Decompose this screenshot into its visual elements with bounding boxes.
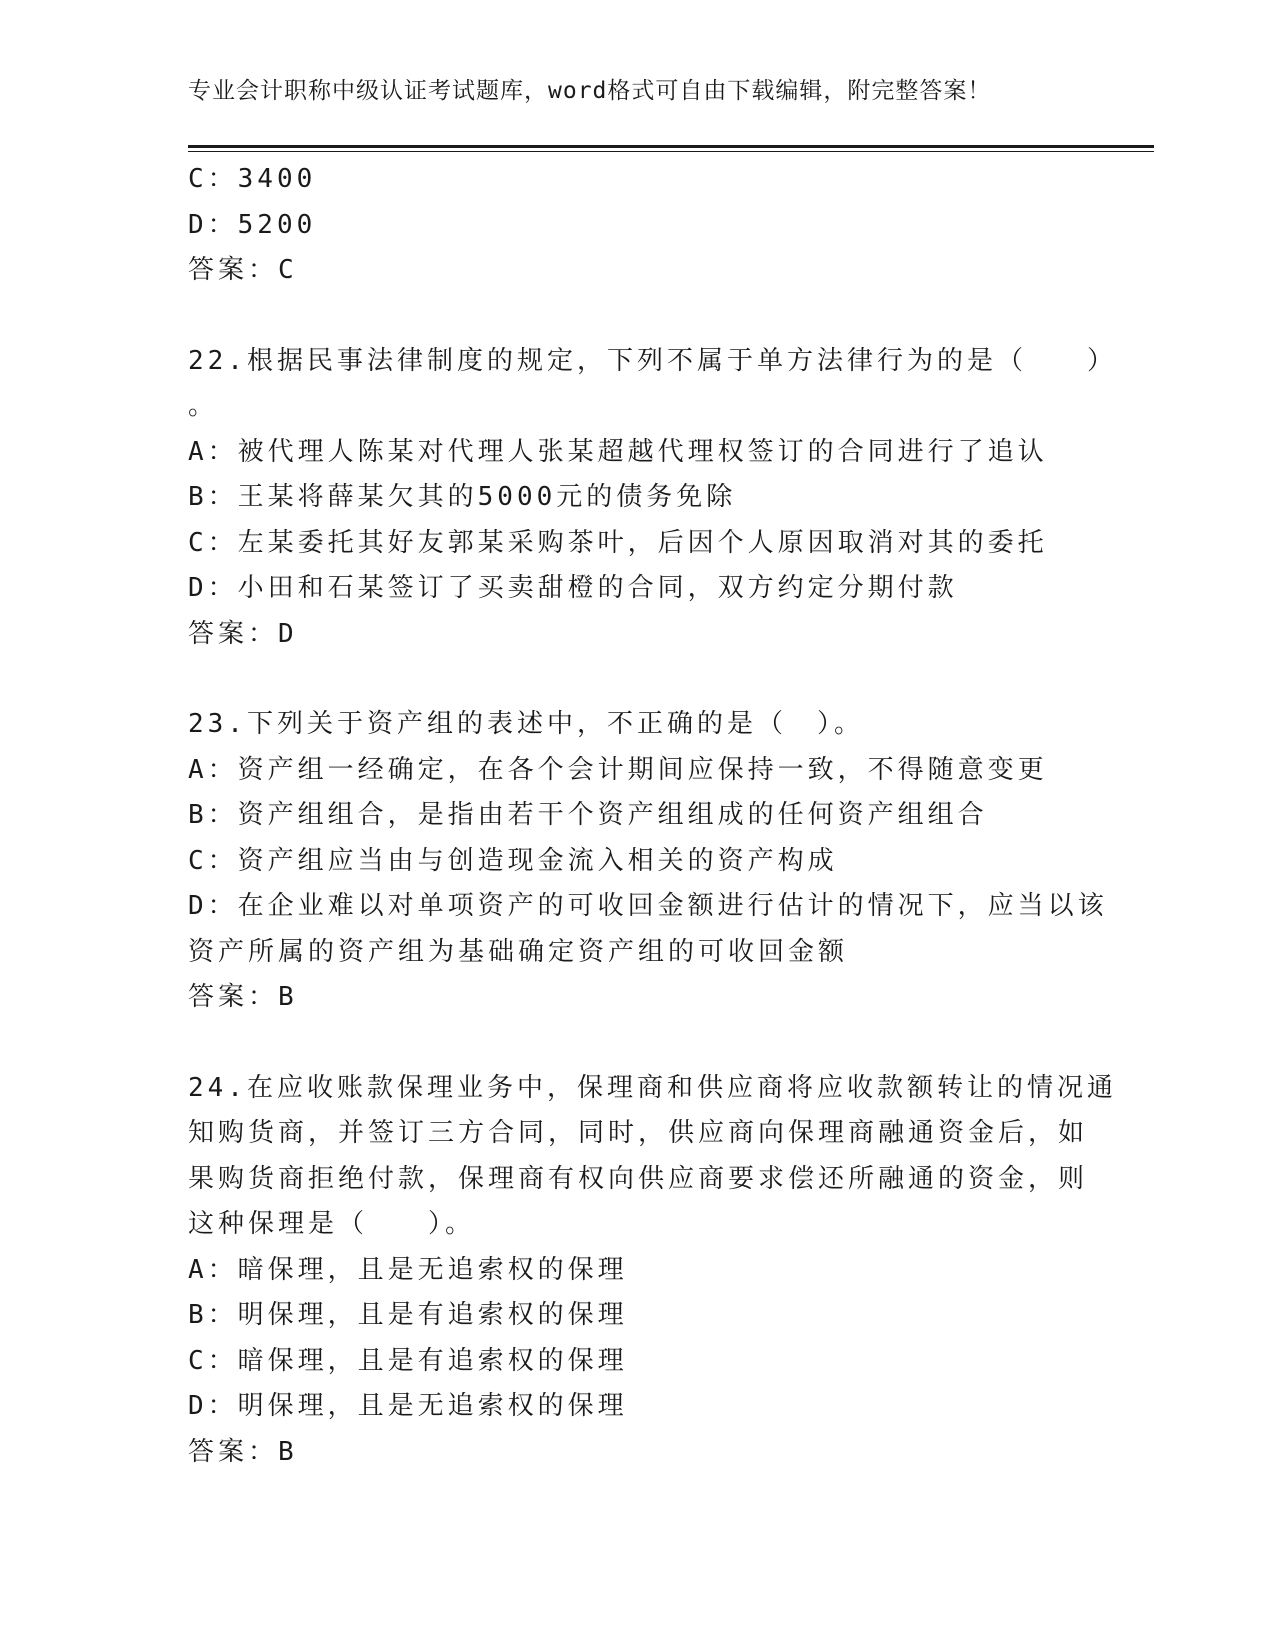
question-text: 22.根据民事法律制度的规定，下列不属于单方法律行为的是（ ） <box>188 345 1117 376</box>
spacer <box>188 1021 1088 1066</box>
option-line: 资产所属的资产组为基础确定资产组的可收回金额 <box>188 936 849 967</box>
question-text: 知购货商，并签订三方合同，同时，供应商向保理商融通资金后，如 <box>188 1118 1089 1148</box>
option-line: C：资产组应当由与创造现金流入相关的资产构成 <box>188 845 838 876</box>
question-22 <box>188 339 1117 658</box>
option-line: A：被代理人陈某对代理人张某超越代理权签订的合同进行了追认 <box>188 436 1048 467</box>
question-text: 23.下列关于资产组的表述中，不正确的是（ ）。 <box>188 709 864 739</box>
answer-line: 答案：D <box>188 618 298 649</box>
question-text: 果购货商拒绝付款，保理商有权向供应商要求偿还所融通的资金，则 <box>188 1163 1089 1194</box>
spacer <box>188 294 1088 339</box>
page-header: 专业会计职称中级认证考试题库，word格式可自由下载编辑，附完整答案！ <box>188 78 992 104</box>
option-line: D：在企业难以对单项资产的可收回金额进行估计的情况下，应当以该 <box>188 891 1108 921</box>
option-line: A：暗保理，且是无追索权的保理 <box>188 1254 628 1285</box>
option-line: B：明保理，且是有追索权的保理 <box>188 1300 628 1330</box>
option-line: D：小田和石某签订了买卖甜橙的合同，双方约定分期付款 <box>188 573 958 603</box>
document-body <box>188 157 1117 1475</box>
option-line: B：资产组组合，是指由若干个资产组组成的任何资产组组合 <box>188 800 988 830</box>
option-line: A：资产组一经确定，在各个会计期间应保持一致，不得随意变更 <box>188 754 1048 785</box>
question-text: 24.在应收账款保理业务中，保理商和供应商将应收款额转让的情况通 <box>188 1072 1117 1103</box>
option-line: C：3400 <box>188 164 317 194</box>
question-24 <box>188 1066 1117 1476</box>
header-rule-thin <box>188 151 1154 152</box>
header-rule-thick <box>188 145 1154 148</box>
option-line: C：暗保理，且是有追索权的保理 <box>188 1345 628 1376</box>
option-line: D：明保理，且是无追索权的保理 <box>188 1391 628 1421</box>
option-line: D：5200 <box>188 209 317 240</box>
answer-line: 答案：B <box>188 1436 298 1467</box>
previous-question-tail <box>188 157 1088 294</box>
question-text: 。 <box>188 391 219 421</box>
answer-line: 答案：B <box>188 982 298 1012</box>
spacer <box>188 657 1088 702</box>
option-line: B：王某将薛某欠其的5000元的债务免除 <box>188 482 737 512</box>
question-text: 这种保理是（ ）。 <box>188 1209 476 1239</box>
question-23 <box>188 702 1108 1021</box>
answer-line: 答案：C <box>188 255 298 285</box>
option-line: C：左某委托其好友郭某采购茶叶，后因个人原因取消对其的委托 <box>188 527 1048 558</box>
